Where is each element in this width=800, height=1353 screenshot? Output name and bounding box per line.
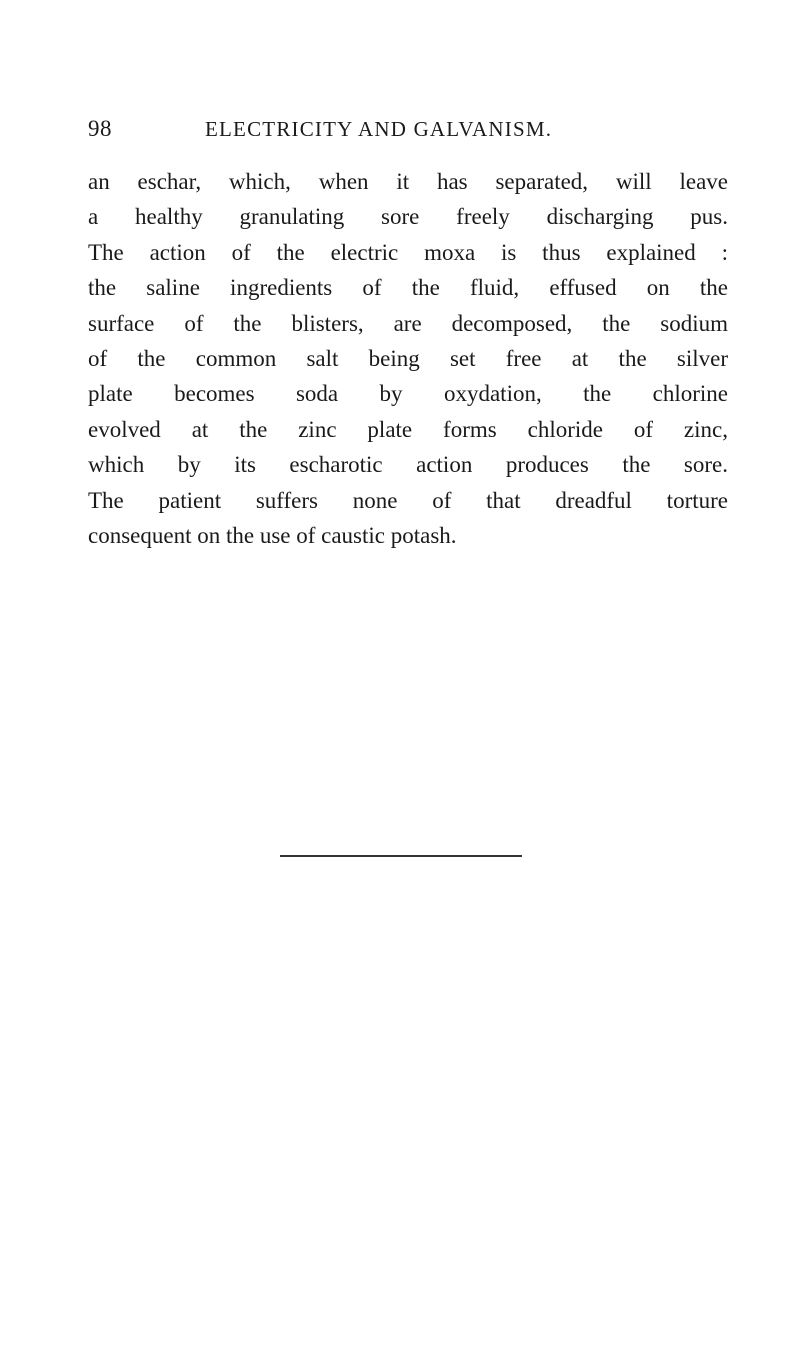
section-divider: [280, 855, 522, 857]
page-number: 98: [88, 116, 112, 141]
text-line: which by its escharotic action produces the sore.: [88, 452, 728, 478]
text-line: consequent on the use of caustic potash.: [88, 522, 457, 548]
text-line: of the common salt being set free at the silver: [88, 345, 728, 371]
text-line: the saline ingredients of the fluid, effused on the: [88, 275, 728, 301]
text-line: The patient suffers none of that dreadful torture: [88, 487, 728, 513]
text-line: plate becomes soda by oxydation, the chlorine: [88, 381, 728, 407]
text-line: surface of the blisters, are decomposed, the sodium: [88, 310, 728, 336]
body-paragraph: [88, 164, 728, 553]
running-title: ELECTRICITY AND GALVANISM.: [205, 117, 553, 141]
text-line: The action of the electric moxa is thus explained :: [88, 239, 728, 265]
text-line: evolved at the zinc plate forms chloride of zinc,: [88, 416, 728, 442]
text-line: a healthy granulating sore freely discharging pus.: [88, 204, 728, 230]
running-head: [88, 112, 716, 146]
text-line: an eschar, which, when it has separated, will leave: [88, 169, 728, 194]
